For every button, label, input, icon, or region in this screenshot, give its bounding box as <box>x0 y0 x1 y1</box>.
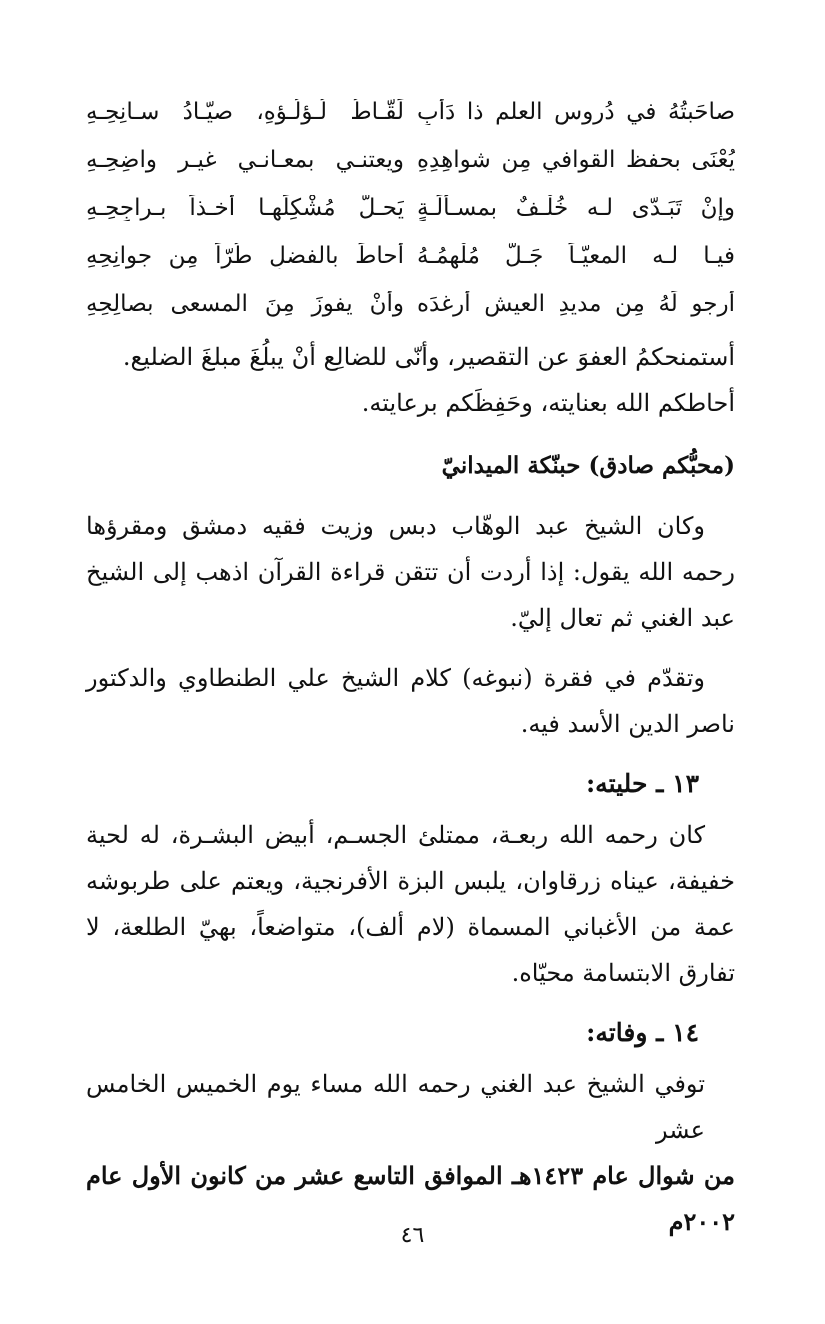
text-line: توفي الشيخ عبد الغني رحمه الله مساء يوم الخميس الخامس عشر <box>86 1070 705 1144</box>
poem-verse <box>86 184 735 232</box>
paragraph: وتقدّم في فقرة (نبوغه) كلام الشيخ علي الطنطاوي والدكتور ناصر الدين الأسد فيه. <box>86 664 735 738</box>
verse-second-hemistich: يَحـلُّ مُشْكِلَهـا أخـذاً بـراجِحِـهِ <box>86 195 404 221</box>
poem <box>86 88 735 328</box>
poem-verse <box>86 280 735 328</box>
poem-verse <box>86 232 735 280</box>
page-number: ٤٦ <box>400 1223 425 1248</box>
section-heading: ١٤ ـ وفاته: <box>586 1018 699 1047</box>
letter-closing <box>86 334 735 426</box>
closing-line: أحاطكم الله بعنايته، وحَفِظَكم برعايته. <box>361 389 735 417</box>
verse-first-hemistich: أرجو لَهُ مِن مديدِ العيشِ أرغدَه <box>417 291 735 317</box>
verse-second-hemistich: وأنْ يفوزَ مِنَ المسعى بصالِحِهِ <box>86 291 404 317</box>
poem-verse <box>86 88 735 136</box>
poem-verse <box>86 136 735 184</box>
verse-first-hemistich: صاحَبتُهُ في دُروسِ العلم ذا دَأَبٍ <box>417 99 735 125</box>
paragraph: وكان الشيخ عبد الوهّاب دبس وزيت فقيه دمشق ومقرؤها رحمه الله يقول: إذا أردت أن تتقن قراءة القرآن اذهب إلى الشيخ عبد الغني ثم تعال إليّ. <box>86 512 735 632</box>
verse-second-hemistich: ويعتنـي بمعـانـي غيـر واضِحِـهِ <box>86 147 404 173</box>
verse-first-hemistich: وإنْ تَبَـدّى لـه خُلْـفٌ بمسـألَـةٍ <box>417 195 735 221</box>
section-heading: ١٣ ـ حليته: <box>585 769 699 798</box>
verse-first-hemistich: فيـا لـه المعيّـاً جَـلَّ مُلْهِمُـهُ <box>417 243 735 269</box>
text-line: من شوال عام ١٤٢٣هـ الموافق التاسع عشر من كانون الأول عام ٢٠٠٢م <box>86 1161 736 1236</box>
closing-line: أستمنحكمُ العفوَ عن التقصير، وأنّى للضالِع أنْ يبلُغَ مبلغَ الضليع. <box>122 343 735 371</box>
section-text <box>86 1061 735 1245</box>
verse-second-hemistich: أحاطَ بالفضلِ طُرّاً مِن جوانِحِهِ <box>86 243 404 269</box>
letter-signature: (محبُّكم صادق) حبنّكة الميدانيّ <box>441 452 735 479</box>
verse-first-hemistich: يُعْنَى بحفظ القوافي مِن شواهِدِهِ <box>417 147 735 173</box>
section-text: كان رحمه الله ربعـة، ممتلئ الجسـم، أبيض البشـرة، له لحية خفيفة، عيناه زرقاوان، يلبس البزة الأفرنجية، ويعتم على طربوشه عمة من الأغباني المسماة (لام ألف)، متواضعاً، بهيّ الطلعة، لا تفارق الابتسامة محيّاه. <box>86 821 735 987</box>
verse-second-hemistich: لَقّـاطُ لُـؤلُـؤِهِ، صيّـادُ سـانِحِـهِ <box>86 99 404 125</box>
